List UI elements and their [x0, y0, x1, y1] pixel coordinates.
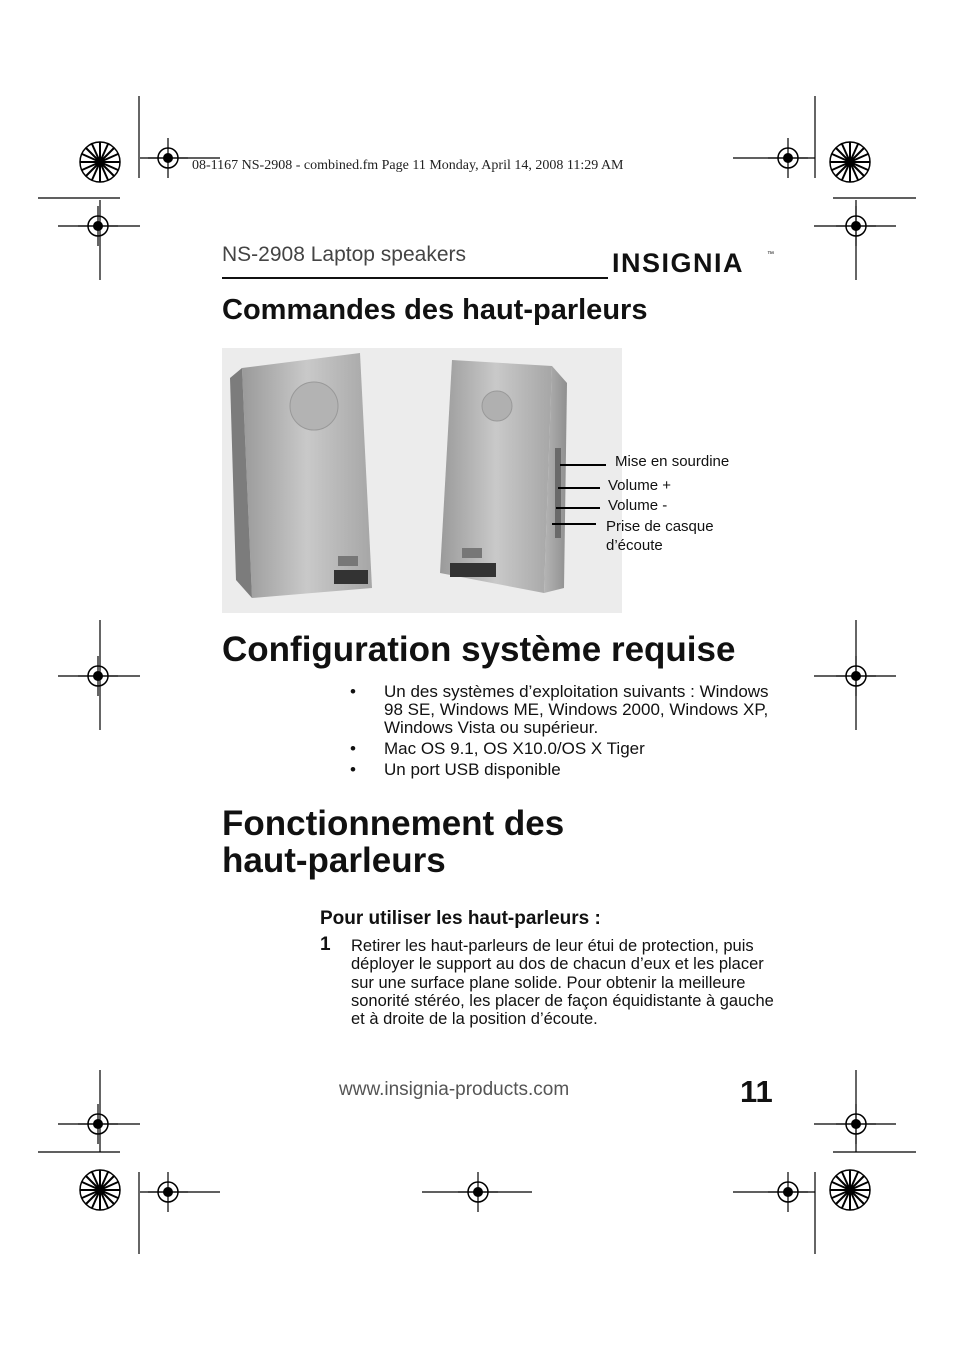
requirements-heading: Configuration système requise	[222, 630, 736, 669]
page-number: 11	[740, 1074, 773, 1109]
callout-headphone-jack	[606, 517, 714, 555]
step-text: Retirer les haut-parleurs de leur étui de protection, puis déployer le support au dos de chacun d’eux et les placer sur une surface plane solide. Pour obtenir la meilleure sonorité stéréo, les placer de façon équidistante à gauche et à droite de la position d’écoute.	[351, 937, 774, 1029]
header-rule	[222, 277, 608, 279]
callout-headphone-line2: d’écoute	[606, 537, 663, 554]
logo-trademark: ™	[767, 251, 774, 258]
print-slug: 08-1167 NS-2908 - combined.fm Page 11 Monday, April 14, 2008 11:29 AM	[192, 158, 624, 173]
callout-mute: Mise en sourdine	[615, 453, 730, 470]
callout-headphone-line1: Prise de casque	[606, 518, 714, 535]
bullet: •	[350, 682, 356, 701]
operation-heading: Fonctionnement des haut-parleurs	[222, 804, 565, 880]
requirements-list	[350, 683, 790, 782]
controls-heading: Commandes des haut-parleurs	[222, 294, 648, 326]
step-number: 1	[320, 934, 331, 955]
procedure-title: Pour utiliser les haut-parleurs :	[320, 908, 601, 929]
list-item: • Un port USB disponible	[350, 760, 561, 779]
bullet: •	[350, 739, 356, 758]
footer-url: www.insignia-products.com	[339, 1079, 570, 1100]
bullet: •	[350, 760, 356, 779]
callout-volume-down: Volume -	[608, 497, 668, 514]
logo-wordmark: INSIGNIA	[612, 248, 745, 278]
list-item: • Mac OS 9.1, OS X10.0/OS X Tiger	[350, 739, 645, 758]
callout-volume-up: Volume +	[608, 477, 671, 494]
insignia-logo	[612, 246, 777, 278]
running-title: NS-2908 Laptop speakers	[222, 243, 466, 266]
list-item: • Un des systèmes d’exploitation suivants : Windows 98 SE, Windows ME, Windows 2000, Windows XP, Windows Vista ou supérieur.	[350, 682, 769, 737]
